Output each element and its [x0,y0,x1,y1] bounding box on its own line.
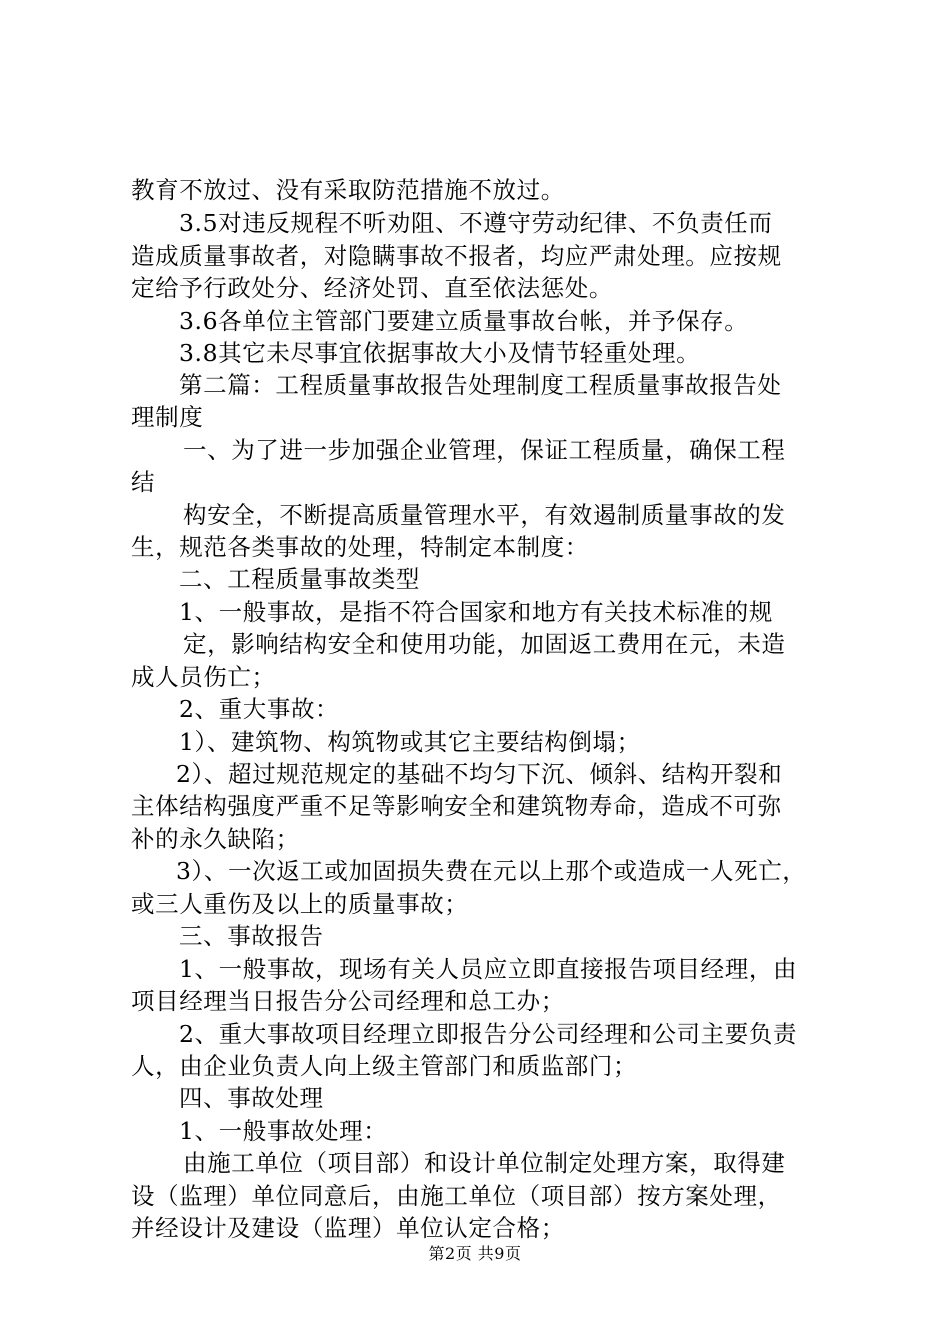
text-line: 一、为了进一步加强企业管理，保证工程质量，确保工程 [183,436,786,464]
text-line: 3.5对违反规程不听劝阻、不遵守劳动纪律、不负责任而 [179,209,773,237]
text-line: 结 [131,468,156,496]
text-line: 四、事故处理 [179,1084,324,1112]
text-line: 1）、建筑物、构筑物或其它主要结构倒塌； [179,728,641,756]
text-line: 造成质量事故者，对隐瞒事故不报者，均应严肃处理。应按规 [131,242,782,270]
text-line: 3.6各单位主管部门要建立质量事故台帐，并予保存。 [179,307,749,335]
text-line: 2、重大事故项目经理立即报告分公司经理和公司主要负责 [179,1020,798,1048]
text-line: 二、工程质量事故类型 [179,565,420,593]
text-line: 补的永久缺陷； [131,825,300,853]
text-line: 设（监理）单位同意后，由施工单位（项目部）按方案处理， [131,1182,782,1210]
text-line: 主体结构强度严重不足等影响安全和建筑物寿命，造成不可弥 [131,792,782,820]
text-line: 2、重大事故： [179,695,340,723]
text-line: 项目经理当日报告分公司经理和总工办； [131,987,565,1015]
text-line: 人，由企业负责人向上级主管部门和质监部门； [131,1052,638,1080]
text-line: 定，影响结构安全和使用功能，加固返工费用在元，未造 [183,630,786,658]
text-line: 教育不放过、没有采取防范措施不放过。 [131,176,565,204]
text-line: 构安全，不断提高质量管理水平，有效遏制质量事故的发 [183,501,786,529]
text-line: 由施工单位（项目部）和设计单位制定处理方案，取得建 [183,1149,786,1177]
text-line: 成人员伤亡； [131,663,276,691]
text-line: 3）、一次返工或加固损失费在元以上那个或造成一人死亡， [176,857,807,885]
text-line: 1、一般事故处理： [179,1117,388,1145]
text-line: 或三人重伤及以上的质量事故； [131,890,469,918]
section-heading: 第二篇：工程质量事故报告处理制度工程质量事故报告处 [179,371,782,399]
text-line: 理制度 [131,403,204,431]
text-line: 2）、超过规范规定的基础不均匀下沉、倾斜、结构开裂和 [176,760,783,788]
text-line: 1、一般事故，是指不符合国家和地方有关技术标准的规 [179,598,773,626]
text-line: 1、一般事故，现场有关人员应立即直接报告项目经理，由 [179,955,798,983]
text-line: 定给予行政处分、经济处罚、直至依法惩处。 [131,274,613,302]
page-number: 第2页 共9页 [428,1244,522,1263]
text-line: 生，规范各类事故的处理，特制定本制度： [131,533,589,561]
text-line: 三、事故报告 [179,922,324,950]
text-line: 并经设计及建设（监理）单位认定合格； [131,1214,565,1242]
text-line: 3.8其它未尽事宜依据事故大小及情节轻重处理。 [179,339,701,367]
